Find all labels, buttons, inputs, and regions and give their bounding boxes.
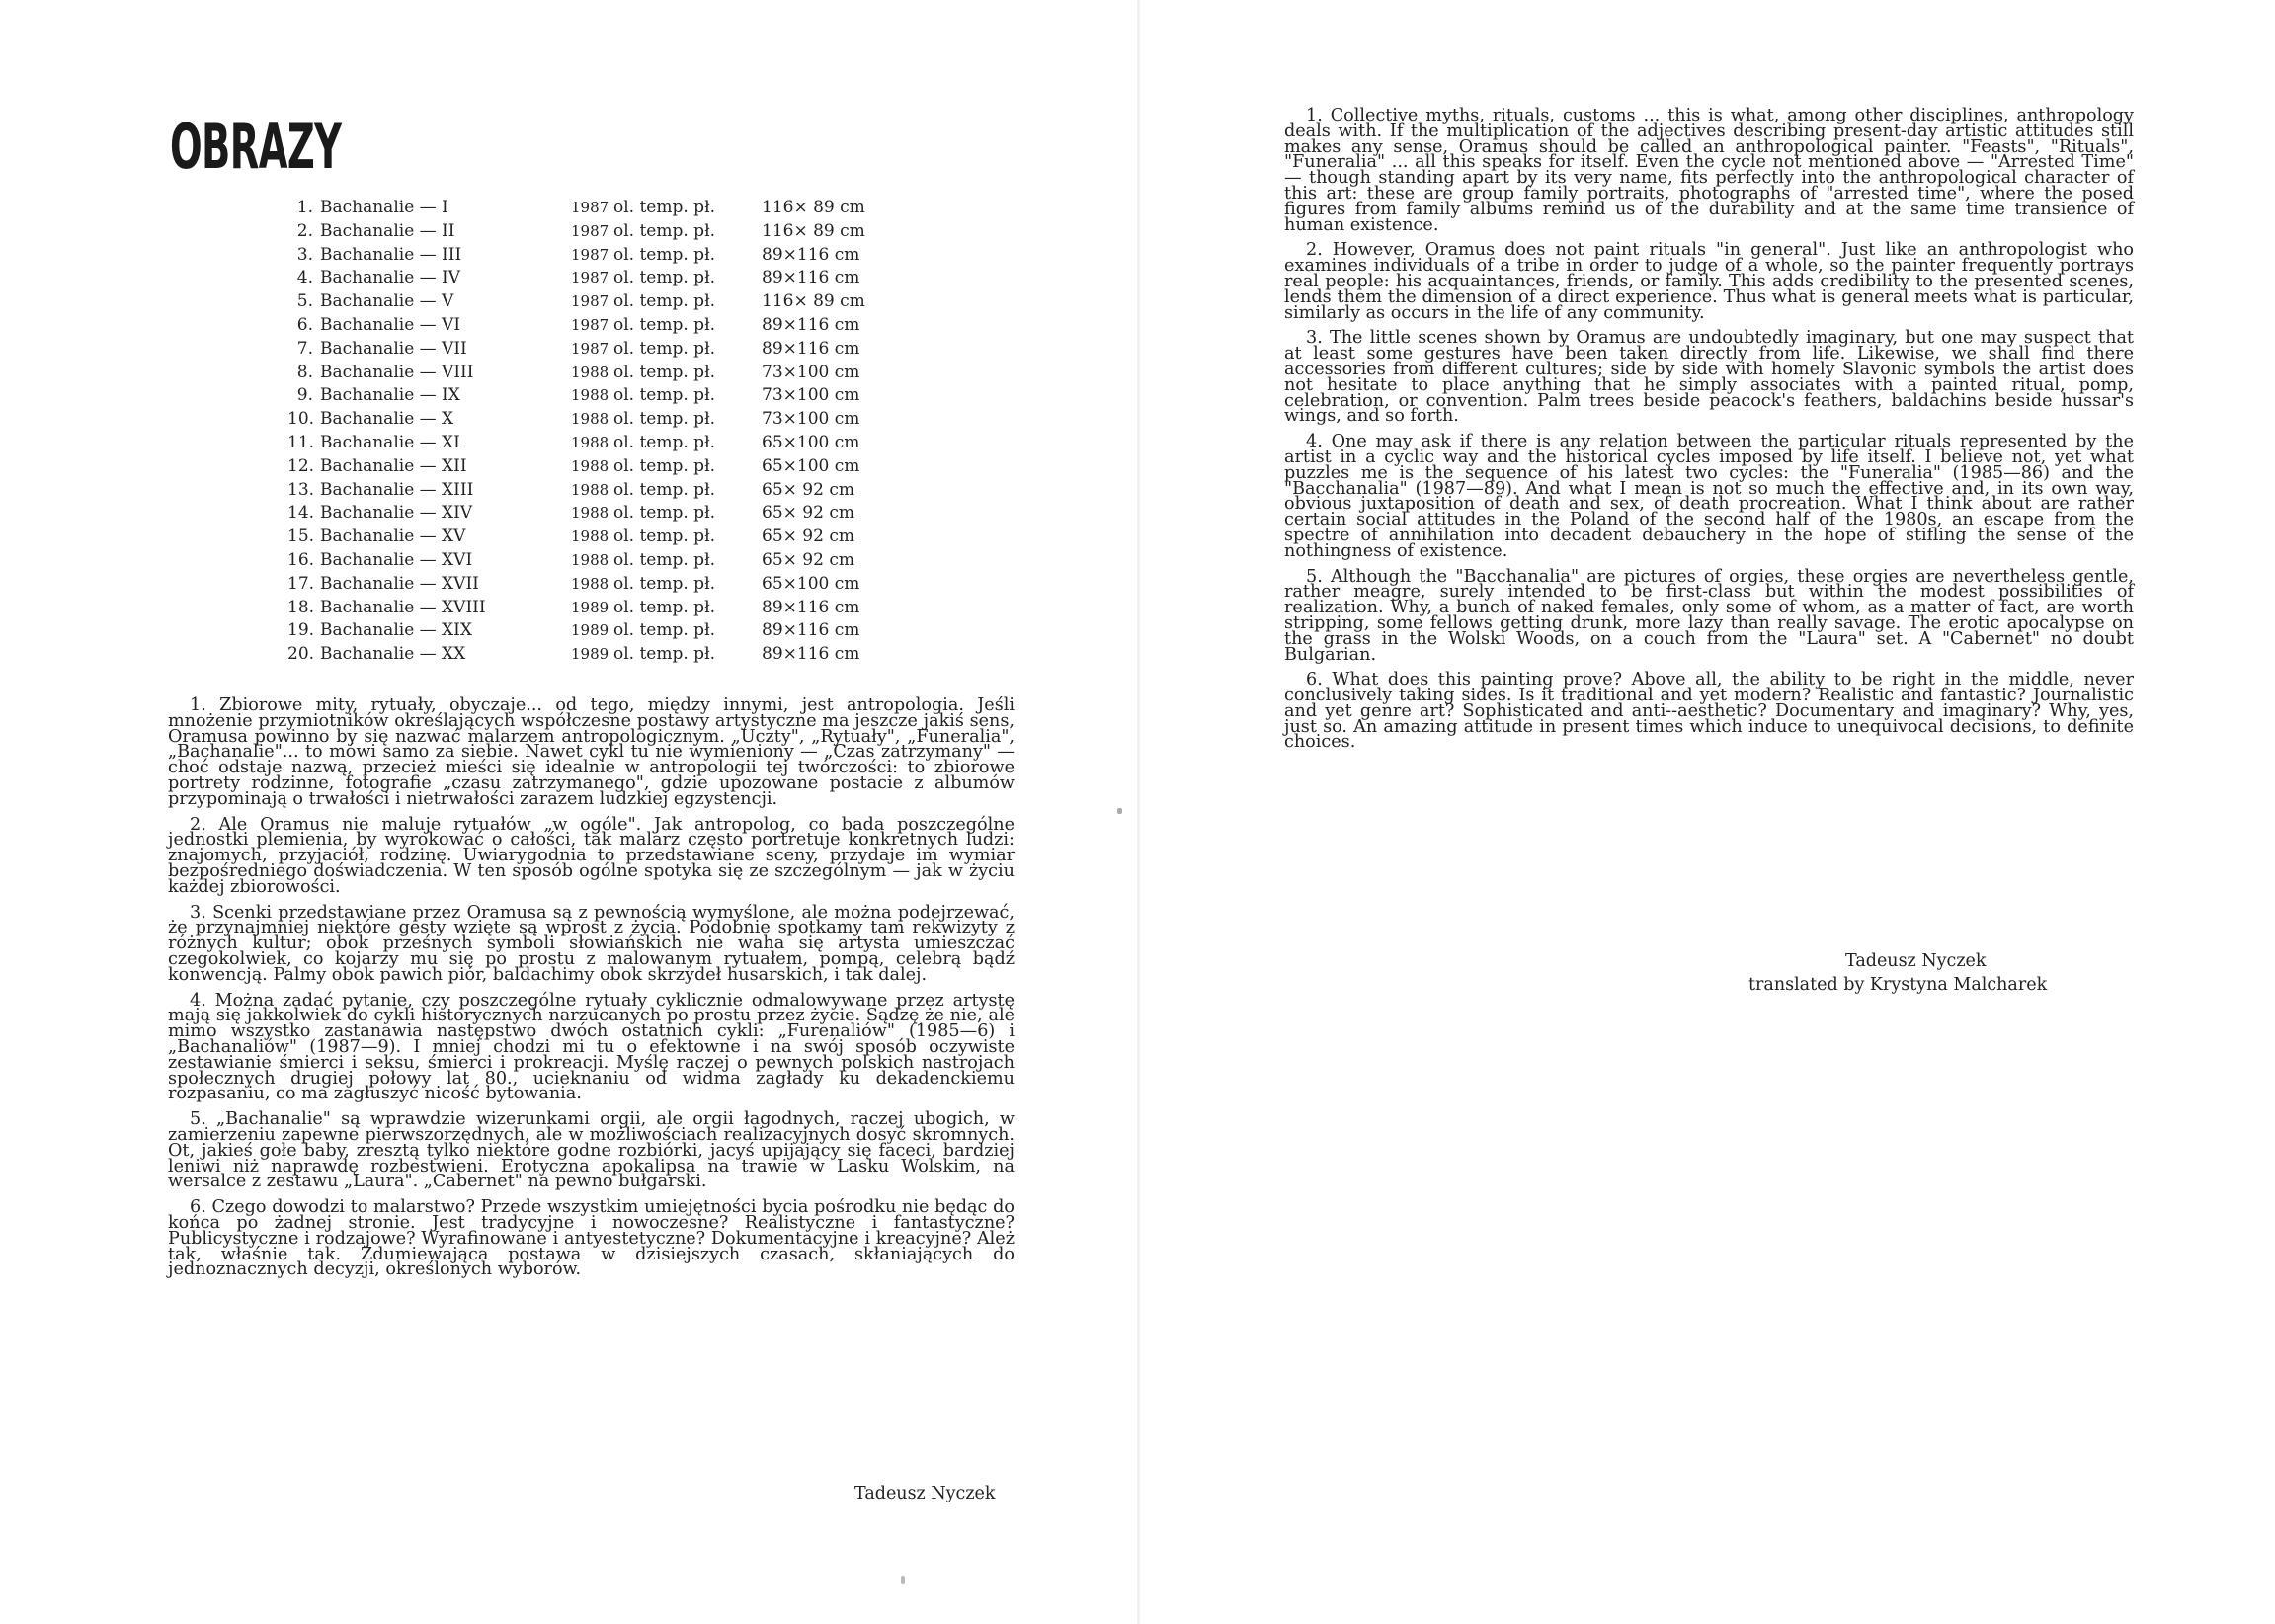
painting-number: 17. (287, 573, 315, 594)
painting-year: 1987 (571, 221, 609, 240)
painting-year: 1987 (571, 245, 609, 264)
painting-title: Bachanalie — IV (320, 268, 461, 288)
page-fold (1137, 0, 1140, 1624)
painting-technique: ol. temp. pł. (613, 597, 715, 617)
author-signature-polish: Tadeusz Nyczek (854, 1484, 996, 1503)
english-essay (1284, 106, 2134, 761)
painting-size: 65× 92 cm (762, 503, 854, 524)
painting-technique: ol. temp. pł. (613, 409, 715, 430)
painting-title: Bachanalie — IX (320, 385, 460, 406)
painting-title: Bachanalie — XIII (320, 479, 474, 500)
painting-technique: ol. temp. pł. (613, 573, 715, 594)
painting-year: 1989 (571, 645, 609, 664)
painting-year: 1988 (571, 410, 609, 429)
painting-number: 3. (296, 244, 313, 265)
painting-title: Bachanalie — XI (320, 432, 460, 452)
painting-title: Bachanalie — I (320, 198, 448, 217)
painting-row (287, 314, 880, 338)
painting-number: 6. (296, 314, 313, 335)
painting-row (287, 244, 880, 268)
english-paragraph: 2. However, Oramus does not paint rituals "in general". Just like an anthropologist who examines individuals of a tribe in order to judge of a whole, so the painter frequently portrays real people: his acquaintances, friends, or family. This adds credibility to the presented scenes, lends them the dimension of a direct experience. Thus what is general meets what is particular, similarly as occurs in the life of any community. (1284, 240, 2134, 323)
painting-row (287, 290, 880, 314)
painting-size: 89×116 cm (762, 314, 860, 335)
painting-number: 2. (296, 220, 313, 241)
painting-row (287, 267, 880, 290)
painting-size: 65×100 cm (762, 573, 860, 594)
painting-size: 116× 89 cm (762, 220, 865, 241)
painting-technique: ol. temp. pł. (613, 385, 715, 406)
polish-paragraph: 6. Czego dowodzi to malarstwo? Przede wszystkim umiejętności bycia pośrodku nie będąc do końca po żadnej stronie. Jest tradycyjne i nowoczesne? Realistyczne i fantastyczne? Publicystyczne i rodzajowe? Wyrafinowane i antyestetyczne? Dokumentacyjne i kreacyjne? Ależ tak, właśnie tak. Zdumiewająca postawa w dzisiejszych czasach, skłaniających do jednoznacznych decyzji, określonych wyborów. (168, 1197, 1015, 1280)
painting-size: 116× 89 cm (762, 291, 865, 312)
painting-row (287, 619, 880, 643)
painting-row (287, 197, 880, 220)
polish-paragraph: 3. Scenki przedstawiane przez Oramusa są z pewnością wymyślone, ale można podejrzewać, że przynajmniej niektóre gesty wzięte są wprost z życia. Podobnie spotkamy tam rekwizyty z różnych kultur; obok prześnych symboli słowiańskich nie waha się artysta umieszczać czegokolwiek, co kojarzy mu się po prostu z malowanym rytuałem, pompą, celebrą bądź konwencją. Palmy obok pawich piór, baldachimy obok skrzydeł husarskich, i tak dalej. (168, 902, 1015, 985)
painting-size: 73×100 cm (762, 385, 860, 406)
painting-list (287, 197, 880, 667)
painting-year: 1987 (571, 199, 609, 216)
painting-technique: ol. temp. pł. (613, 455, 715, 476)
painting-technique: ol. temp. pł. (613, 644, 715, 665)
painting-technique: ol. temp. pł. (613, 362, 715, 382)
english-paragraph: 1. Collective myths, rituals, customs ... this is what, among other disciplines, anthropology deals with. If the multiplication of the adjectives describing present-day artistic attitudes still makes any sense, Oramus should be called an anthropological painter. "Feasts", "Rituals", "Funeralia" ... all this speaks for itself. Even the cycle not mentioned above — "Arrested Time" — though standing apart by its very name, fits perfectly into the anthropological character of this art: these are group family portraits, photographs of "arrested time", where the posed figures from family albums remind us of the durability and at the same time transience of human existence. (1284, 106, 2134, 235)
painting-title: Bachanalie — XX (320, 644, 466, 665)
painting-row (287, 643, 880, 667)
painting-number: 7. (296, 338, 313, 359)
painting-year: 1988 (571, 574, 609, 593)
painting-number: 10. (287, 409, 315, 430)
print-speck (1117, 808, 1122, 814)
painting-year: 1989 (571, 621, 609, 640)
painting-technique: ol. temp. pł. (613, 527, 715, 547)
painting-year: 1988 (571, 480, 609, 499)
painting-row (287, 455, 880, 479)
painting-technique: ol. temp. pł. (613, 549, 715, 570)
painting-title: Bachanalie — VIII (320, 362, 474, 382)
painting-number: 5. (296, 291, 313, 312)
painting-year: 1988 (571, 528, 609, 546)
painting-size: 65× 92 cm (762, 527, 854, 547)
painting-size: 65×100 cm (762, 455, 860, 476)
english-paragraph: 6. What does this painting prove? Above all, the ability to be right in the middle, never conclusively taking sides. Is it traditional and yet modern? Realistic and fantastic? Journalistic and yet genre art? Sophisticated and anti--aesthetic? Documentary and imaginary? Why, yes, just so. An amazing attitude in present times which induce to unequivocal decisions, to definite choices. (1284, 670, 2134, 753)
painting-row (287, 479, 880, 503)
painting-technique: ol. temp. pł. (613, 479, 715, 500)
painting-row (287, 338, 880, 362)
painting-year: 1988 (571, 363, 609, 381)
painting-size: 65× 92 cm (762, 479, 854, 500)
painting-size: 65×100 cm (762, 432, 860, 452)
painting-title: Bachanalie — XVIII (320, 597, 486, 617)
polish-paragraph: 1. Zbiorowe mity, rytuały, obyczaje... od tego, między innymi, jest antropologia. Jeśli mnożenie przymiotników określających współczesne postawy artystyczne ma jeszcze jakiś sens, Oramusa powinno by się nazwać malarzem antropologicznym. „Uczty", „Rytuały", „Funeralia", „Bachanalie"... to mówi samo za siebie. Nawet cykl tu nie wymieniony — „Czas zatrzymany" — choć odstaje nazwą, przecież mieści się idealnie w antropologii tej twórczości: to zbiorowe portrety rodzinne, fotografie „czasu zatrzymanego", gdzie upozowane postacie z albumów przypominają o trwałości i nietrwałości zarazem ludzkiej egzystencji. (168, 695, 1015, 809)
painting-technique: ol. temp. pł. (613, 244, 715, 265)
painting-size: 89×116 cm (762, 620, 860, 641)
painting-row (287, 526, 880, 549)
painting-size: 116× 89 cm (762, 198, 865, 217)
painting-size: 89×116 cm (762, 338, 860, 359)
painting-year: 1987 (571, 339, 609, 358)
painting-title: Bachanalie — XIX (320, 620, 472, 641)
painting-size: 65× 92 cm (762, 549, 854, 570)
painting-title: Bachanalie — XVI (320, 549, 473, 570)
painting-title: Bachanalie — XII (320, 455, 467, 476)
painting-row (287, 408, 880, 432)
painting-row (287, 502, 880, 526)
painting-number: 14. (287, 503, 315, 524)
painting-row (287, 362, 880, 385)
painting-number: 12. (287, 455, 315, 476)
painting-number: 11. (287, 432, 315, 452)
painting-number: 20. (287, 644, 315, 665)
painting-title: Bachanalie — III (320, 244, 462, 265)
painting-technique: ol. temp. pł. (613, 503, 715, 524)
painting-number: 13. (287, 479, 315, 500)
painting-title: Bachanalie — II (320, 220, 455, 241)
painting-technique: ol. temp. pł. (613, 338, 715, 359)
polish-essay (168, 695, 1015, 1288)
painting-size: 73×100 cm (762, 409, 860, 430)
painting-number: 18. (287, 597, 315, 617)
painting-year: 1987 (571, 269, 609, 287)
painting-year: 1987 (571, 315, 609, 334)
painting-year: 1989 (571, 598, 609, 616)
painting-number: 4. (296, 268, 313, 288)
painting-number: 9. (296, 385, 313, 406)
painting-title: Bachanalie — VI (320, 314, 461, 335)
painting-row (287, 220, 880, 244)
polish-paragraph: 5. „Bachanalie" są wprawdzie wizerunkami orgii, ale orgii łagodnych, raczej ubogich, w zamierzeniu zapewne pierwszorzędnych, ale w możliwościach realizacyjnych dosyć skromnych. Ot, jakieś gołe baby, zresztą tylko niektóre godne rozbiórki, jacyś upijający się faceci, bardziej leniwi niż naprawdę rozbestwieni. Erotyczna apokalipsa na trawie w Lasku Wolskim, na wersalce z zestawu „Laura". „Cabernet" na pewno bułgarski. (168, 1109, 1015, 1192)
english-paragraph: 3. The little scenes shown by Oramus are undoubtedly imaginary, but one may suspect that at least some gestures have been taken directly from life. Likewise, we shall find there accessories from different cultures; side by side with homely Slavonic symbols the artist does not hesitate to place anything that he simply associates with a painted ritual, pomp, celebration, or convention. Palm trees beside peacock's feathers, baldachins beside hussar's wings, and so forth. (1284, 328, 2134, 427)
painting-technique: ol. temp. pł. (613, 314, 715, 335)
painting-number: 15. (287, 527, 315, 547)
painting-row (287, 597, 880, 620)
painting-number: 1. (296, 198, 313, 217)
painting-title: Bachanalie — VII (320, 338, 467, 359)
painting-number: 19. (287, 620, 315, 641)
painting-title: Bachanalie — XV (320, 527, 466, 547)
page-title: OBRAZY (170, 111, 342, 183)
painting-size: 89×116 cm (762, 268, 860, 288)
painting-year: 1987 (571, 292, 609, 311)
painting-technique: ol. temp. pł. (613, 198, 715, 217)
translator-credit: translated by Krystyna Malcharek (1748, 975, 2048, 995)
painting-row (287, 432, 880, 455)
painting-year: 1988 (571, 433, 609, 451)
painting-technique: ol. temp. pł. (613, 432, 715, 452)
painting-title: Bachanalie — X (320, 409, 454, 430)
painting-technique: ol. temp. pł. (613, 291, 715, 312)
painting-size: 89×116 cm (762, 597, 860, 617)
polish-paragraph: 4. Można zadać pytanie, czy poszczególne rytuały cyklicznie odmalowywane przez artystę mają się jakkolwiek do cykli historycznych narzucanych po prostu przez życie. Sądzę że nie, ale mimo wszystko zastanawia następstwo dwóch ostatnich cykli: „Furenaliów" (1985—6) i „Bachanaliów" (1987—9). I mniej chodzi mi tu o efektowne i na swój sposób oczywiste zestawianie śmierci i seksu, śmierci i prokreacji. Myślę raczej o pewnych polskich nastrojach społecznych drugiej połowy lat 80., ucieknaniu od widma zagłady ku dekadenckiemu rozpasaniu, co ma zagłuszyć nicość bytowania. (168, 990, 1015, 1104)
print-speck (901, 1576, 905, 1584)
painting-row (287, 549, 880, 573)
english-paragraph: 5. Although the "Bacchanalia" are pictures of orgies, these orgies are nevertheless gentle, rather meagre, surely intended to be first-class but within the modest possibilities of realization. Why, a bunch of naked females, only some of whom, as a matter of fact, are worth stripping, some fellows getting drunk, more lazy than really savage. The erotic apocalypse on the grass in the Wolski Woods, on a couch from the "Laura" set. A "Cabernet" no doubt Bulgarian. (1284, 566, 2134, 665)
painting-title: Bachanalie — XVII (320, 573, 479, 594)
painting-year: 1988 (571, 504, 609, 523)
painting-year: 1988 (571, 386, 609, 405)
painting-size: 89×116 cm (762, 644, 860, 665)
painting-year: 1988 (571, 550, 609, 569)
painting-size: 73×100 cm (762, 362, 860, 382)
painting-row (287, 384, 880, 408)
painting-number: 8. (296, 362, 313, 382)
author-signature-english: Tadeusz Nyczek (1845, 951, 1987, 971)
painting-title: Bachanalie — XIV (320, 503, 473, 524)
painting-technique: ol. temp. pł. (613, 268, 715, 288)
painting-technique: ol. temp. pł. (613, 220, 715, 241)
polish-paragraph: 2. Ale Oramus nie maluje rytuałów „w ogóle". Jak antropolog, co bada poszczególne jednostki plemienia, by wyrokować o całości, tak malarz często portretuje konkretnych ludzi: znajomych, przyjaciół, rodzinę. Uwiarygodnia to przedstawiane sceny, przydaje im wymiar bezpośredniego doświadczenia. W ten sposób ogólne spotyka się ze szczególnym — jak w życiu każdej zbiorowości. (168, 814, 1015, 897)
painting-row (287, 573, 880, 597)
painting-size: 89×116 cm (762, 244, 860, 265)
painting-year: 1988 (571, 456, 609, 475)
painting-number: 16. (287, 549, 315, 570)
painting-technique: ol. temp. pł. (613, 620, 715, 641)
english-paragraph: 4. One may ask if there is any relation between the particular rituals represented by the artist in a cyclic way and the historical cycles imposed by life itself. I believe not, yet what puzzles me is the sequence of his latest two cycles: the "Funeralia" (1985—86) and the "Bacchanalia" (1987—89). And what I mean is not so much the effective and, in its own way, obvious juxtaposition of death and sex, of death procreation. What I think about are rather certain social attitudes in the Poland of the second half of the 1980s, an escape from the spectre of annihilation into decadent debauchery in the hope of stifling the sense of the nothingness of existence. (1284, 432, 2134, 561)
painting-title: Bachanalie — V (320, 291, 454, 312)
